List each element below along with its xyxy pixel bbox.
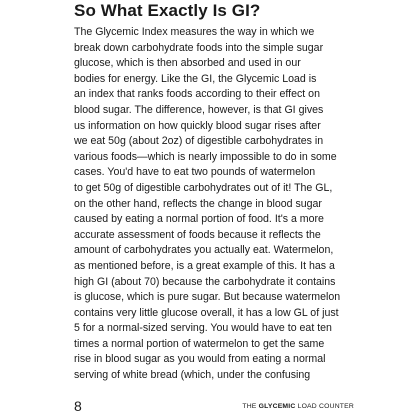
body-line: rise in blood sugar as you would from eating a normal	[74, 353, 326, 366]
running-footer	[242, 402, 354, 412]
body-paragraph	[74, 25, 354, 384]
body-line: amount of carbohydrates you actually eat. Watermelon,	[74, 244, 334, 257]
body-line: cases. You'd have to eat two pounds of watermelon	[74, 166, 316, 179]
body-line: glucose, which is then absorbed and used in our	[74, 57, 301, 70]
body-line: 5 for a normal-sized serving. You would have to eat ten	[74, 322, 332, 335]
body-line: is glucose, which is pure sugar. But because watermelon	[74, 291, 341, 304]
section-heading: So What Exactly Is GI?	[74, 1, 261, 20]
body-line: we eat 50g (about 2oz) of digestible carbohydrates in	[74, 135, 324, 148]
body-line: break down carbohydrate foods into the simple sugar	[74, 41, 324, 54]
body-line: times a normal portion of watermelon to get the same	[74, 337, 325, 350]
body-line: caused by eating a normal portion of food. It's a more	[74, 213, 324, 226]
body-line: us information on how quickly blood sugar rises after	[74, 119, 321, 132]
body-line: bodies for energy. Like the GI, the Glycemic Load is	[74, 72, 317, 85]
running-footer-emphasis: GLYCEMIC	[258, 403, 296, 410]
body-line: The Glycemic Index measures the way in which we	[74, 26, 315, 38]
body-line: various foods—which is nearly impossible to do in some	[74, 150, 337, 163]
body-line: serving of white bread (which, under the confusing	[74, 369, 311, 382]
body-line: high GI (about 70) because the carbohydrate it contains	[74, 275, 336, 288]
body-line: an index that ranks foods according to their effect on	[74, 88, 320, 101]
body-line: to get 50g of digestible carbohydrates out of it! The GL,	[74, 181, 333, 194]
body-line: on the other hand, reflects the change in blood sugar	[74, 197, 322, 210]
page-number: 8	[74, 398, 82, 414]
body-line: as mentioned before, is a great example of this. It has a	[74, 259, 335, 272]
body-line: contains very little glucose overall, it has a low GL of just	[74, 306, 339, 319]
body-line: blood sugar. The difference, however, is that GI gives	[74, 103, 324, 116]
running-footer-suffix: LOAD COUNTER	[295, 403, 354, 410]
body-line: accurate assessment of foods because it reflects the	[74, 228, 321, 241]
running-footer-prefix: THE	[242, 403, 259, 410]
